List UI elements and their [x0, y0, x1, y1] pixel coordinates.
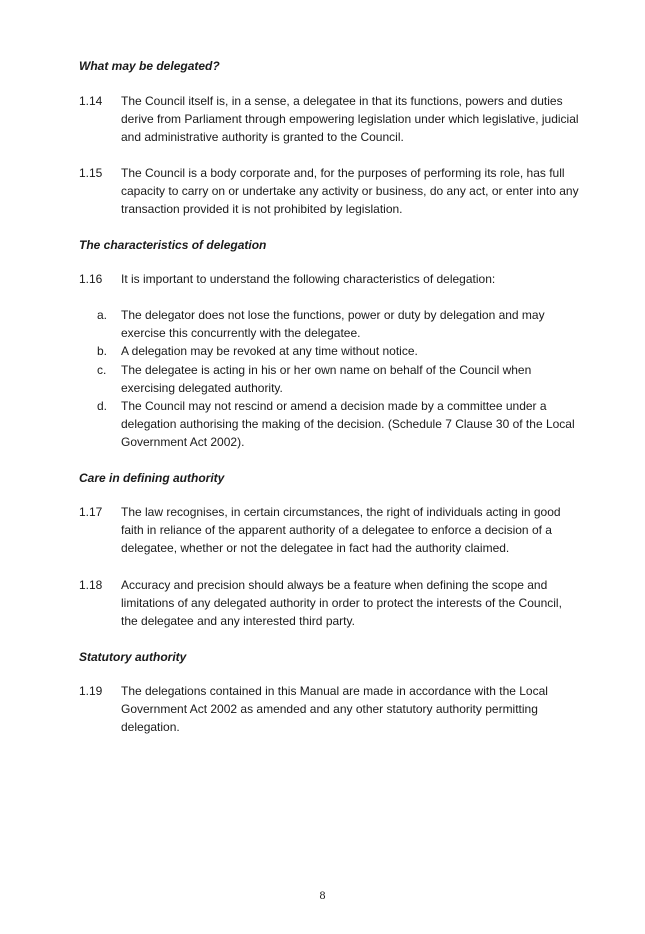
paragraph-1-19: [79, 682, 579, 737]
list-item-text: The delegatee is acting in his or her own name on behalf of the Council when exercising delegated authority.: [121, 362, 532, 395]
section-heading-what-may-be-delegated: What may be delegated?: [79, 59, 220, 73]
section-heading-care-in-defining-authority: Care in defining authority: [79, 471, 225, 485]
paragraph-text: It is important to understand the following characteristics of delegation:: [121, 272, 496, 286]
paragraph-text: The Council itself is, in a sense, a delegatee in that its functions, powers and duties derive from Parliament through empowering legislation under which legislative, judicial and administrative authority is granted to the Council.: [121, 94, 579, 145]
list-item-letter: c.: [97, 362, 107, 377]
paragraph-number: 1.17: [79, 505, 103, 519]
paragraph-number: 1.19: [79, 684, 103, 698]
list-item-letter: a.: [97, 308, 108, 322]
paragraph-1-15: [79, 164, 579, 219]
section-heading-characteristics: The characteristics of delegation: [79, 238, 267, 252]
paragraph-1-16: [79, 270, 579, 288]
list-item: [97, 306, 579, 342]
list-item: [97, 342, 579, 360]
page-number: 8: [319, 888, 326, 902]
list-item: [97, 397, 579, 452]
list-item-text: A delegation may be revoked at any time without notice.: [121, 344, 418, 359]
paragraph-number: 1.16: [79, 272, 103, 286]
paragraph-text: The Council is a body corporate and, for the purposes of performing its role, has full capacity to carry on or undertake any activity or business, do any act, or enter into any transaction provided it is not prohibited by legislation.: [121, 166, 579, 217]
paragraph-number: 1.18: [79, 578, 103, 592]
list-item-text: The delegator does not lose the functions, power or duty by delegation and may exercise this concurrently with the delegatee.: [121, 308, 545, 341]
list-item: [97, 361, 579, 397]
characteristics-list: [97, 306, 579, 452]
paragraph-1-14: [79, 92, 579, 147]
paragraph-1-17: [79, 503, 579, 558]
list-item-text: The Council may not rescind or amend a decision made by a committee under a delegation authorising the making of the decision. (Schedule 7 Clause 30 of the Local Government Act 2002).: [121, 399, 575, 450]
section-heading-statutory-authority: Statutory authority: [79, 650, 187, 664]
list-item-letter: d.: [97, 399, 108, 414]
paragraph-text: The law recognises, in certain circumstances, the right of individuals acting in good faith in reliance of the apparent authority of a delegatee to enforce a decision of a delegatee, whether or not the delegatee in fact had the authority claimed.: [121, 505, 561, 556]
paragraph-text: The delegations contained in this Manual are made in accordance with the Local Government Act 2002 as amended and any other statutory authority permitting delegation.: [121, 684, 548, 735]
list-item-letter: b.: [97, 344, 108, 359]
paragraph-number: 1.15: [79, 166, 103, 180]
paragraph-text: Accuracy and precision should always be a feature when defining the scope and limitations of any delegated authority in order to protect the interests of the Council, the delegatee and any interested third party.: [121, 578, 562, 629]
paragraph-number: 1.14: [79, 94, 103, 108]
paragraph-1-18: [79, 576, 579, 631]
